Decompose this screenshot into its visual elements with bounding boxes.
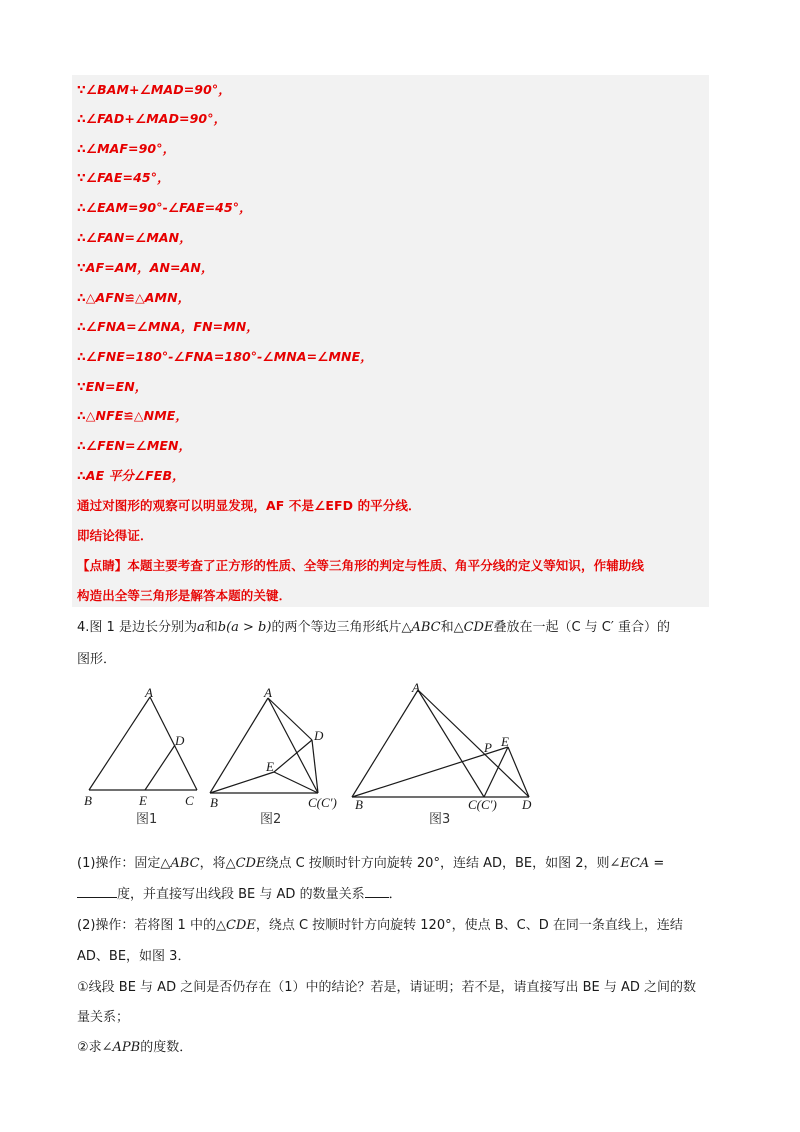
- problem-intro-line2: 图形．: [77, 652, 117, 667]
- solution-line: ∴△AFN≌△AMN，: [77, 290, 191, 305]
- solution-line: ∴∠FNA=∠MNA，FN=MN，: [77, 319, 259, 334]
- text: 的度数．: [140, 1040, 193, 1055]
- text: 叠放在一起（C 与 C′ 重合）的: [493, 620, 670, 635]
- text: (2)操作：若将图 1 中的: [77, 918, 216, 933]
- side-ab: [89, 697, 150, 790]
- label-d: D: [175, 733, 185, 748]
- text: ，将: [199, 856, 226, 871]
- side-ac: [150, 697, 197, 790]
- label-d: D: [522, 797, 532, 812]
- comment-line: 构造出全等三角形是解答本题的关键．: [77, 588, 292, 603]
- text: ，绕点 C 按顺时针方向旋转 120°，使点 B、C、D 在同一条直线上，连结: [255, 918, 683, 933]
- side-ac: [268, 698, 318, 793]
- solution-line: ∴∠FNE=180°-∠FNA=180°-∠MNA=∠MNE，: [77, 349, 373, 364]
- solution-line: ∵AF=AM，AN=AN，: [77, 260, 214, 275]
- text: 绕点 C 按顺时针方向旋转 20°，连结 AD，BE，如图 2，则: [265, 856, 610, 871]
- subquestion-1-line2: 量关系；: [77, 1010, 130, 1025]
- answer-blank-relation[interactable]: [365, 885, 389, 898]
- solution-line: ∵∠FAE=45°，: [77, 170, 170, 185]
- answer-blank-angle[interactable]: [77, 885, 117, 898]
- triangle-abc: △ABC: [160, 856, 200, 871]
- question-1: [77, 852, 664, 871]
- subquestion-1: ①线段 BE 与 AD 之间是否仍存在（1）中的结论？若是，请证明；若不是，请直接写出 BE 与 AD 之间的数: [77, 980, 697, 995]
- label-c: C(C′): [308, 795, 337, 810]
- label-a: A: [264, 685, 272, 700]
- side-ab: [210, 698, 268, 793]
- triangle-abc: △ABC: [401, 620, 441, 635]
- label-c: C: [185, 793, 194, 808]
- text: 和: [204, 620, 218, 635]
- solution-line: 即结论得证．: [77, 528, 153, 543]
- var-b: b: [217, 620, 227, 635]
- caption-fig2: 图2: [260, 812, 282, 827]
- label-e: E: [266, 759, 274, 774]
- subquestion-2: [77, 1036, 192, 1055]
- condition: (a > b): [226, 620, 272, 635]
- solution-line: ∴∠FAD+∠MAD=90°，: [77, 111, 227, 126]
- text: ．: [388, 887, 402, 902]
- side-ed: [145, 745, 175, 790]
- caption-fig1: 图1: [136, 812, 158, 827]
- solution-line: ∴∠MAF=90°，: [77, 141, 176, 156]
- solution-line: ∵EN=EN，: [77, 379, 148, 394]
- text: ②求: [77, 1040, 102, 1055]
- question-2: [77, 914, 683, 933]
- label-b: B: [84, 793, 92, 808]
- label-c: C(C′): [468, 797, 497, 812]
- label-d: D: [314, 728, 324, 743]
- triangle-cde: △CDE: [215, 918, 256, 933]
- text: 的两个等边三角形纸片: [271, 620, 402, 635]
- label-e: E: [139, 793, 147, 808]
- label-p: P: [484, 740, 492, 755]
- text: =: [649, 856, 665, 871]
- segment-be: [210, 772, 274, 793]
- question-1-line2: [77, 883, 402, 902]
- side-cd: [312, 740, 318, 793]
- triangle-cde: △CDE: [225, 856, 266, 871]
- text: 4.图 1 是边长分别为: [77, 620, 197, 635]
- caption-fig3: 图3: [429, 812, 451, 827]
- solution-line: ∴∠FEN=∠MEN，: [77, 438, 192, 453]
- text: 度，并直接写出线段 BE 与 AD 的数量关系: [117, 887, 365, 902]
- label-b: B: [210, 795, 218, 810]
- figures: [70, 680, 550, 830]
- side-ed: [508, 747, 529, 797]
- comment-line: 【点睛】本题主要考查了正方形的性质、全等三角形的判定与性质、角平分线的定义等知识，作辅助线: [77, 558, 645, 573]
- solution-line: ∴AE 平分∠FEB，: [77, 468, 185, 483]
- solution-line: ∴∠EAM=90°-∠FAE=45°，: [77, 200, 252, 215]
- side-ec: [274, 772, 318, 793]
- problem-intro: [77, 616, 670, 635]
- angle-apb: ∠APB: [101, 1040, 141, 1055]
- solution-line: ∴∠FAN=∠MAN，: [77, 230, 192, 245]
- side-ab: [352, 690, 418, 797]
- angle-eca: ∠ECA: [609, 856, 650, 871]
- solution-line: ∴△NFE≌△NME，: [77, 408, 188, 423]
- text: (1)操作：固定: [77, 856, 161, 871]
- figure-2: [210, 698, 318, 793]
- label-e: E: [501, 734, 509, 749]
- text: 和: [440, 620, 454, 635]
- question-2-line2: AD、BE，如图 3．: [77, 949, 191, 964]
- solution-line: ∵∠BAM+∠MAD=90°，: [77, 82, 231, 97]
- label-b: B: [355, 797, 363, 812]
- label-a: A: [145, 685, 153, 700]
- segment-ad: [268, 698, 312, 740]
- label-a: A: [412, 680, 420, 695]
- var-a: a: [196, 620, 205, 635]
- triangle-cde: △CDE: [453, 620, 494, 635]
- solution-line: 通过对图形的观察可以明显发现，AF 不是∠EFD 的平分线．: [77, 498, 421, 513]
